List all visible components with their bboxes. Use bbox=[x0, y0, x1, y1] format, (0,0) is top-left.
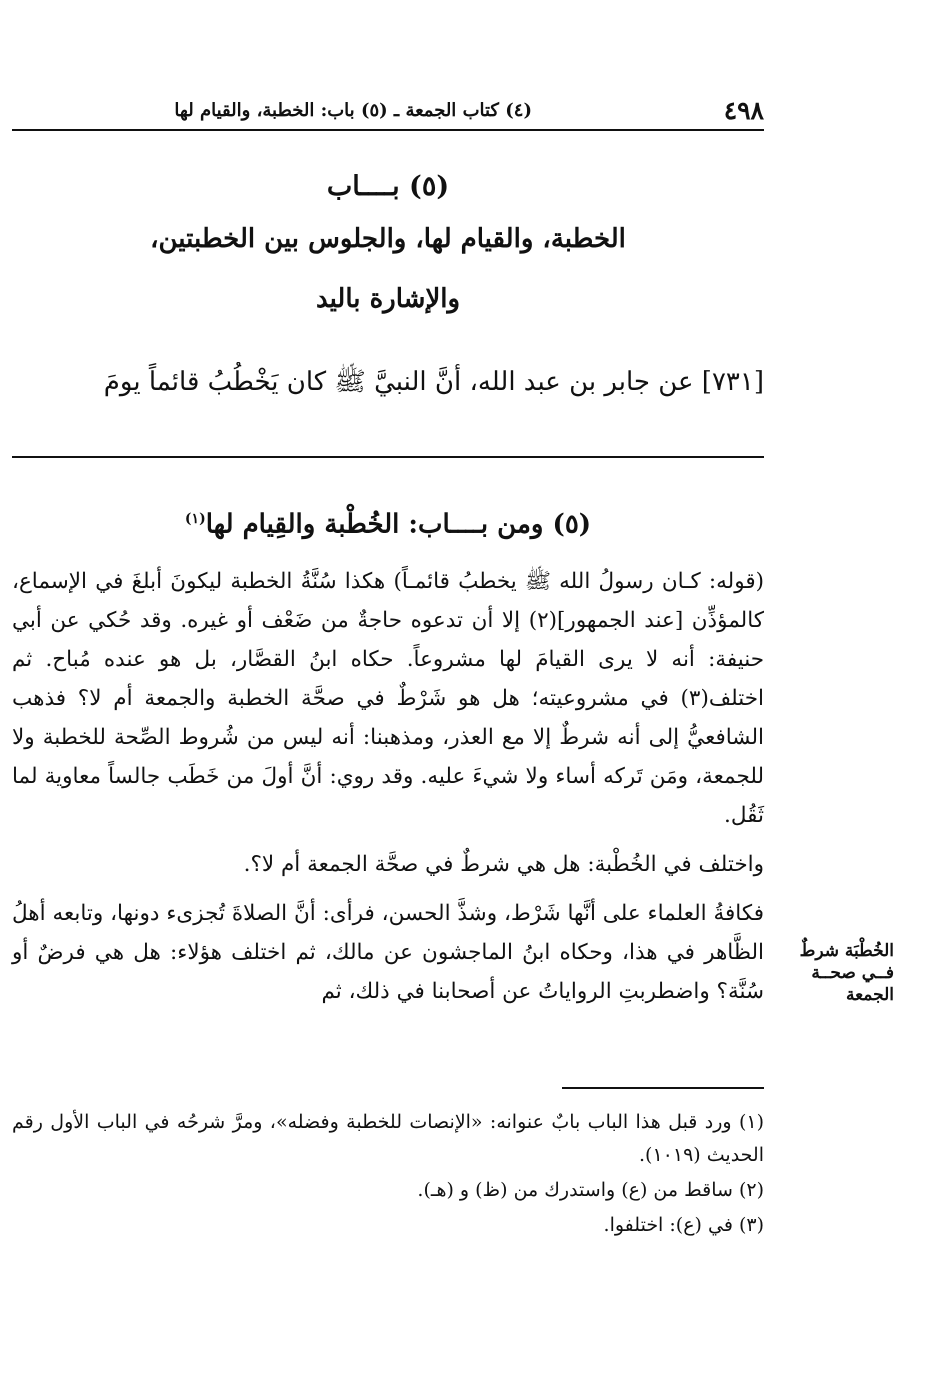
hadith-text: [٧٣١] عن جابر بن عبد الله، أنَّ النبيَّ ﷺ كان يَخْطُبُ قائماً يومَ bbox=[103, 367, 764, 397]
footnote-rule bbox=[562, 1087, 764, 1089]
section-divider bbox=[12, 456, 764, 458]
margin-note-line3: الجمعة bbox=[845, 985, 894, 1005]
footnotes bbox=[12, 1106, 764, 1244]
commentary-paragraph-1: (قوله: كـان رسولُ الله ﷺ يخطبُ قائمـاً) هكذا سُنَّةُ الخطبة ليكونَ أبلغَ في الإسماع، كالمؤذِّن [عند الجمهور](٢) إلا أن تدعوه حاجةٌ من ضَعْف أو غيره. وقد حُكي عن أبي حنيفة: أنه لا يرى القيامَ لها مشروعاً. حكاه ابنُ القصَّار، بل هو عنده مُباح. ثم اختلف(٣) في مشروعيته؛ هل هو شَرْطٌ في صحَّة الخطبة والجمعة أم لا؟ فذهب الشافعيُّ إلى أنه شرطٌ إلا مع العذر، ومذهبنا: أنه ليس من شُروط الصِّحة للخطبة ولا للجمعة، ومَن تَركه أساء ولا شيءَ عليه. وقد روي: أنَّ أولَ من خَطَب جالساً معاوية لما ثَقُل. bbox=[12, 568, 764, 828]
hadith-section bbox=[12, 165, 764, 329]
footnote-3: (٣) في (ع): اختلفوا. bbox=[603, 1214, 764, 1236]
page-number: ٤٩٨ bbox=[723, 96, 764, 125]
bab-number: (٥) بــــاب bbox=[326, 171, 450, 202]
commentary-paragraph-2: واختلف في الخُطْبة: هل هي شرطٌ في صحَّة الجمعة أم لا؟. bbox=[243, 851, 764, 877]
commentary-heading bbox=[12, 494, 764, 550]
running-title: (٤) كتاب الجمعة ـ (٥) باب: الخطبة، والقيام لها bbox=[174, 100, 532, 121]
margin-note-line2: فــي صحــة bbox=[811, 963, 894, 983]
running-header bbox=[12, 96, 764, 130]
bab-title-line2: والإشارة باليد bbox=[315, 284, 461, 314]
header-rule bbox=[12, 129, 764, 131]
commentary-paragraph-3: فكافةُ العلماء على أنَّها شَرْط، وشذَّ الحسن، فرأى: أنَّ الصلاةَ تُجزىء دونها، وتابعه أهلُ الظَّاهر في هذا، وحكاه ابنُ الماجشون عن مالك، ثم اختلف هؤلاء: هل هي فرضٌ أو سُنَّة؟ واضطربتِ الرواياتُ عن أصحابنا في ذلك، ثم bbox=[12, 900, 764, 1004]
margin-note-line1: الخُطْبَة شرطٌ bbox=[799, 941, 894, 961]
commentary-heading-text: (٥) ومن بــــاب: الخُطْبة والقِيام لها bbox=[205, 509, 592, 540]
footnote-2: (٢) ساقط من (ع) واستدرك من (ظ) و (هـ). bbox=[417, 1179, 764, 1201]
bab-title-line1: الخطبة، والقيام لها، والجلوس بين الخطبتين، bbox=[150, 224, 626, 254]
commentary-section bbox=[12, 494, 764, 1011]
heading-footnote-marker: (١) bbox=[184, 511, 206, 527]
margin-note bbox=[774, 940, 894, 1006]
footnote-1: (١) ورد قبل هذا الباب بابٌ عنوانه: «الإنصات للخطبة وفضله»، ومرَّ شرحُه في الباب الأول رقم الحديث (١٠١٩). bbox=[12, 1111, 764, 1166]
